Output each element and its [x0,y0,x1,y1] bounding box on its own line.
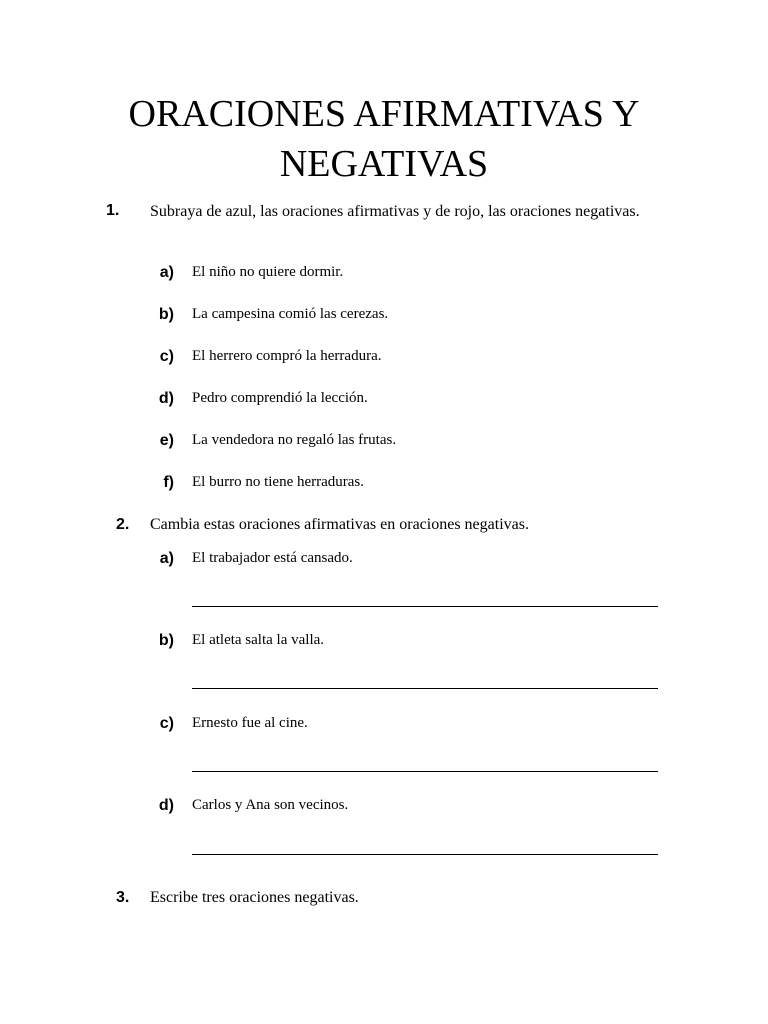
page-title-line2: NEGATIVAS [279,143,489,185]
item-letter: a) [159,550,174,567]
item-sentence: El burro no tiene herraduras. [192,474,365,490]
item-sentence: Ernesto fue al cine. [192,715,308,731]
section-2-number: 2. [116,516,130,533]
item-letter: c) [159,715,174,732]
section-1-number: 1. [106,202,120,219]
item-letter: f) [163,474,174,491]
section-2-instruction: Cambia estas oraciones afirmativas en oraciones negativas. [150,516,529,533]
section-1-instruction: Subraya de azul, las oraciones afirmativas y de rojo, las oraciones negativas. [150,203,640,220]
answer-line[interactable] [192,771,658,772]
item-letter: e) [159,432,174,449]
item-letter: b) [158,306,174,323]
item-sentence: La campesina comió las cerezas. [192,306,389,322]
section-3-instruction: Escribe tres oraciones negativas. [150,889,359,906]
item-sentence: La vendedora no regaló las frutas. [192,432,397,448]
answer-line[interactable] [192,688,658,689]
item-letter: c) [159,348,174,365]
page-title-line1: ORACIONES AFIRMATIVAS Y [128,93,640,135]
item-sentence: El trabajador está cansado. [192,550,353,566]
answer-line[interactable] [192,854,658,855]
item-letter: b) [158,632,174,649]
item-sentence: Carlos y Ana son vecinos. [192,797,349,813]
item-letter: d) [158,797,174,814]
item-sentence: Pedro comprendió la lección. [192,390,368,406]
section-3-number: 3. [116,889,130,906]
item-letter: a) [159,264,174,281]
item-sentence: El niño no quiere dormir. [192,264,344,280]
item-sentence: El atleta salta la valla. [192,632,325,648]
item-letter: d) [158,390,174,407]
item-sentence: El herrero compró la herradura. [192,348,382,364]
answer-line[interactable] [192,606,658,607]
